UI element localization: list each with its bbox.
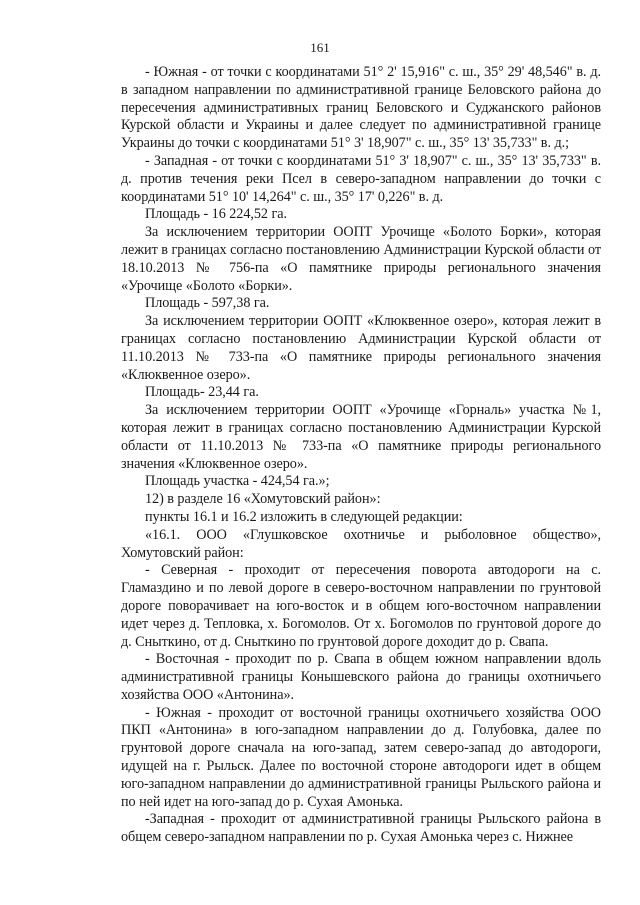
paragraph-east-boundary: - Восточная - проходит по р. Свапа в общем южном направлении вдоль административной границы Конышевского района до границы охотничьего хозяйства ООО «Антонина». (121, 651, 601, 703)
page-number: 161 (310, 40, 330, 55)
paragraph-exclusion-boloto-borki: За исключением территории ООПТ Урочище «Болото Борки», которая лежит в границах согласно постановлению Администрации Курской области от 18.10.2013 № 756-па «О памятнике природы регионального значения «Урочище «Болото «Борки». (121, 224, 601, 294)
paragraph-west-boundary-belovsky: - Западная - от точки с координатами 51° 3' 18,907" с. ш., 35° 13' 35,733" в. д. против течения реки Псел в северо-западном направлении до точки с координатами 51° 10' 14,264" с. ш., 35° 17' 0,226" в. д. (121, 152, 601, 205)
document-body (121, 64, 601, 847)
paragraph-north-boundary: - Северная - проходит от пересечения поворота автодороги на с. Гламаздино и по левой дороге в северо-восточном направлении по грунтовой дороге поворачивает на юго-восток и в общем юго-восточном направлении идет через д. Тепловка, х. Богомолов. От х. Богомолов по грунтовой дороге до д. Сныткино, от д. Сныткино по грунтовой дороге доходит до р. Свапа. (121, 562, 601, 650)
paragraph-exclusion-klyukvennoe-ozero: За исключением территории ООПТ «Клюквенное озеро», которая лежит в границах согласно постановлению Администрации Курской области от 11.10.2013 № 733-па «О памятнике природы регионального значения «Клюквенное озеро». (121, 313, 601, 383)
paragraph-south-boundary: - Южная - проходит от восточной границы охотничьего хозяйства ООО ПКП «Антонина» в юго-западном направлении до д. Голубовка, далее по грунтовой дороге сначала на юго-запад, затем северо-запад до автодороги, идущей на г. Рыльск. Далее по восточной стороне автодороги идет в общем юго-западном направлении до административной границы Рыльского района и по ней идет на юго-запад до р. Сухая Амонька. (121, 704, 601, 810)
paragraph-area-boloto-borki: Площадь - 597,38 га. (145, 295, 270, 312)
paragraph-area-gornal: Площадь участка - 424,54 га.»; (145, 473, 330, 490)
paragraph-west-boundary: -Западная - проходит от административной границы Рыльского района в общем северо-западном направлении по р. Сухая Амонька через с. Нижнее (121, 811, 601, 846)
paragraph-south-boundary-belovsky: - Южная - от точки с координатами 51° 2' 15,916" с. ш., 35° 29' 48,546" в. д. в западном направлении по административной границе Беловского района до пересечения административных границ Беловского и Суджанского районов Курской области и Украины и далее следует по административной границе Украины до точки с координатами 51° 3' 18,907" с. ш., 35° 13' 35,733" в. д.; (121, 64, 601, 152)
paragraph-area-klyukvennoe-ozero: Площадь- 23,44 га. (145, 384, 259, 401)
paragraph-16-1-title: «16.1. ООО «Глушковское охотничье и рыболовное общество», Хомутовский район: (121, 526, 601, 561)
paragraph-section-16-heading: 12) в разделе 16 «Хомутовский район»: (145, 491, 381, 508)
paragraph-exclusion-gornal: За исключением территории ООПТ «Урочище «Горналь» участка №1, которая лежит в границах согласно постановлению Администрации Курской области от 11.10.2013 № 733-па «О памятнике природы регионального значения «Клюквенное озеро». (121, 402, 601, 472)
paragraph-points-16-instruction: пункты 16.1 и 16.2 изложить в следующей редакции: (145, 508, 463, 525)
paragraph-area-total: Площадь - 16 224,52 га. (145, 206, 287, 223)
